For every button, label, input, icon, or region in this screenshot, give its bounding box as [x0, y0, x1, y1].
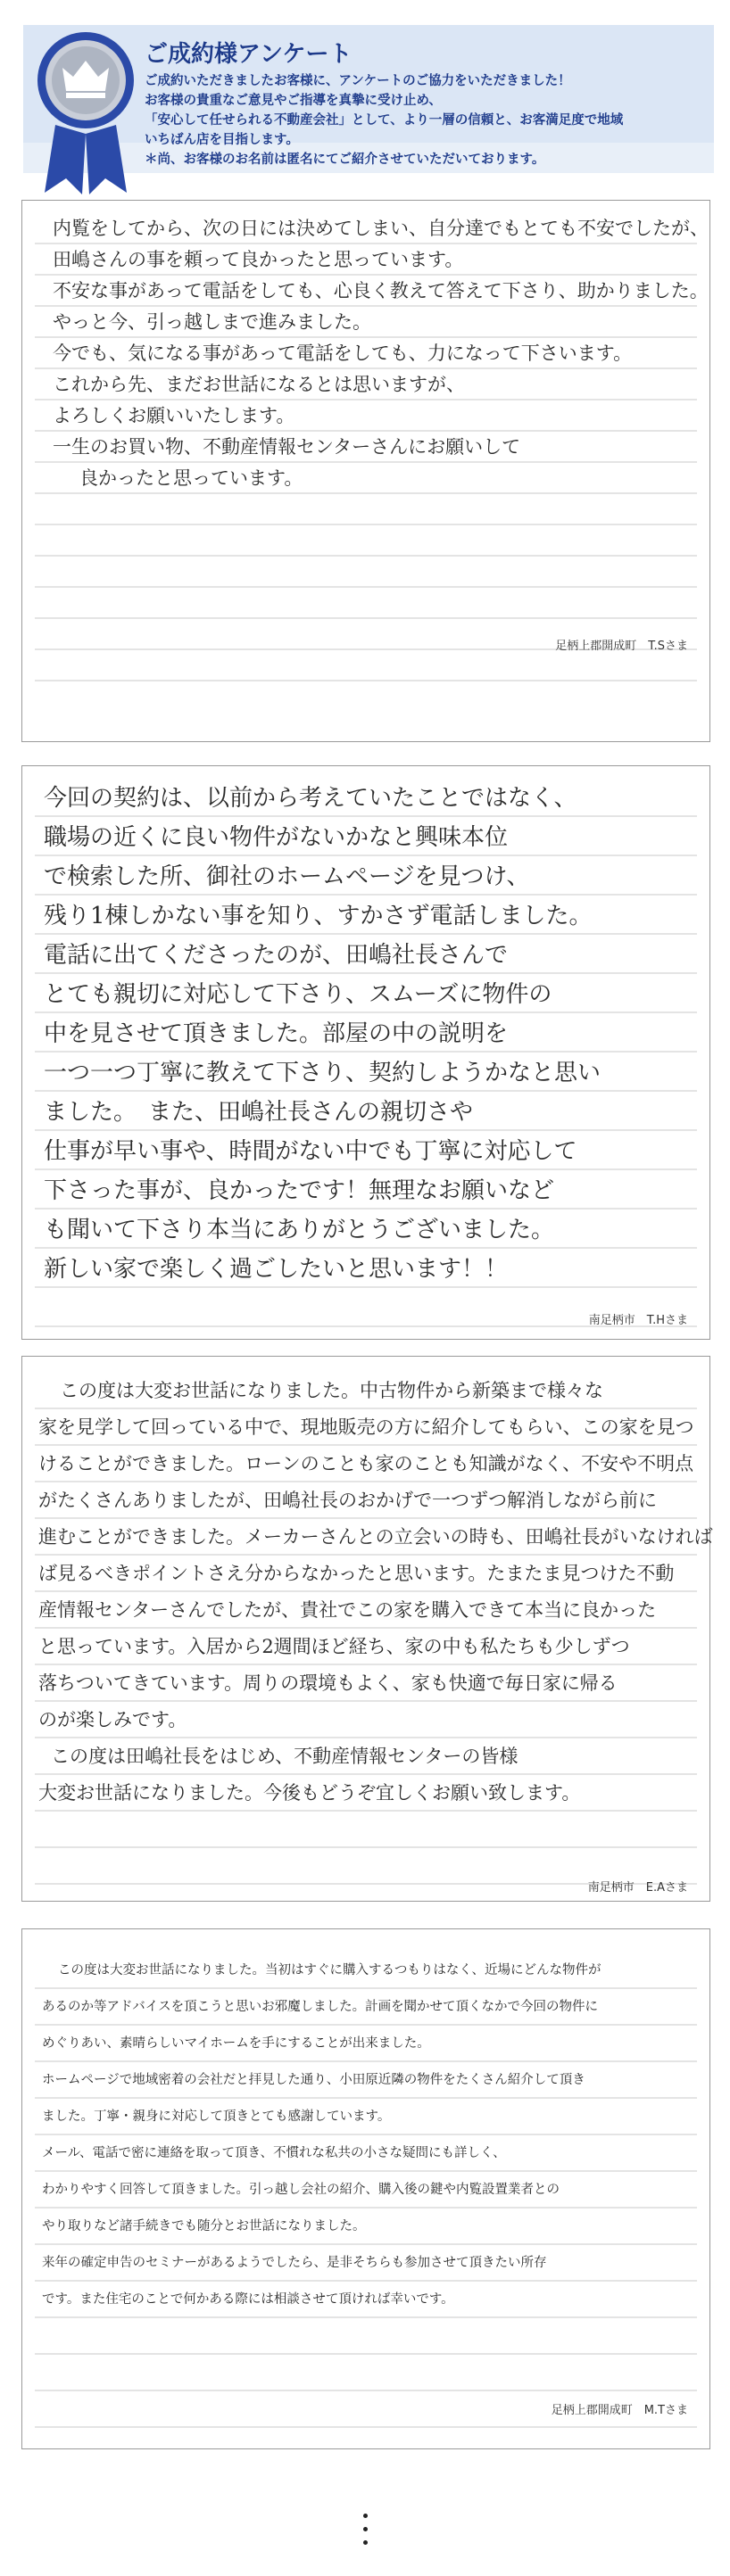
handwritten-line: で検索した所、御社のホームページを見つけ、 [44, 863, 530, 890]
handwritten-line: です。また住宅のことで何かある際には相談させて頂ければ幸いです。 [42, 2292, 454, 2307]
handwritten-line: 中を見させて頂きました。部屋の中の説明を [44, 1020, 509, 1047]
survey-title: ご成約様アンケート [145, 41, 353, 68]
handwritten-line: 進むことができました。メーカーさんとの立会いの時も、田嶋社長がいなければ [38, 1526, 713, 1548]
handwritten-line: やっと今、引っ越しまで進みました。 [53, 311, 371, 333]
intro-line: ＊尚、お客様のお名前は匿名にてご紹介させていただいております。 [145, 153, 545, 167]
handwritten-line: 残り1棟しかない事を知り、すかさず電話しました。 [44, 903, 593, 929]
survey-intro [145, 71, 707, 169]
handwritten-line: 一生のお買い物、不動産情報センターさんにお願いして [53, 436, 521, 458]
intro-line: いちばん店を目指します。 [145, 133, 299, 147]
handwritten-line: 良かったと思っています。 [79, 467, 303, 489]
handwritten-line: ました。 また、田嶋社長さんの親切さや [44, 1099, 474, 1126]
handwritten-line: 仕事が早い事や、時間がない中でも丁寧に対応して [44, 1138, 577, 1165]
handwritten-line: けることができました。ローンのことも家のことも知識がなく、不安や不明点 [38, 1453, 694, 1474]
continuation-dots [361, 2514, 369, 2554]
handwritten-line: ば見るべきポイントさえ分からなかったと思います。たまたま見つけた不動 [38, 1563, 675, 1584]
testimonial-card [21, 765, 710, 1340]
handwritten-line: のが楽しみです。 [38, 1709, 187, 1730]
testimonial-card [21, 1928, 710, 2449]
customer-signature: 足柄上郡開成町 M.Tさま [551, 2404, 688, 2417]
handwritten-line: やり取りなど諸手続きでも随分とお世話になりました。 [42, 2219, 366, 2233]
handwritten-line: この度は大変お世話になりました。中古物件から新築まで様々な [60, 1380, 603, 1401]
handwritten-line: あるのか等アドバイスを頂こうと思いお邪魔しました。計画を聞かせて頂くなかで今回の物件に [42, 2000, 599, 2014]
testimonial-card [21, 200, 710, 742]
handwritten-line: がたくさんありましたが、田嶋社長のおかげで一つずつ解消しながら前に [38, 1490, 657, 1511]
customer-signature: 南足柄市 T.Hさま [588, 1314, 688, 1327]
award-medal-icon [36, 18, 136, 196]
handwritten-line: も聞いて下さり本当にありがとうございました。 [44, 1217, 555, 1243]
handwritten-line: 不安な事があって電話をしても、心良く教えて答えて下さり、助かりました。 [53, 280, 709, 301]
handwritten-line: 今でも、気になる事があって電話をしても、力になって下さいます。 [53, 343, 633, 364]
handwritten-line: メール、電話で密に連絡を取って頂き、不慣れな私共の小さな疑問にも詳しく、 [42, 2146, 506, 2160]
customer-signature: 南足柄市 E.Aさま [587, 1881, 688, 1895]
handwritten-line: 落ちついてきています。周りの環境もよく、家も快適で毎日家に帰る [38, 1672, 618, 1694]
handwritten-line: 内覧をしてから、次の日には決めてしまい、自分達でもとても不安でしたが、 [53, 218, 709, 239]
intro-line: ご成約いただきましたお客様に、アンケートのご協力をいただきました！ [145, 74, 571, 88]
customer-signature: 足柄上郡開成町 T.Sさま [555, 640, 688, 653]
handwritten-line: と思っています。入居から2週間ほど経ち、家の中も私たちも少しずつ [38, 1636, 630, 1657]
handwritten-line: 家を見学して回っている中で、現地販売の方に紹介してもらい、この家を見つ [38, 1416, 694, 1438]
handwritten-line: 新しい家で楽しく過ごしたいと思います！！ [44, 1256, 509, 1283]
handwritten-line: この度は大変お世話になりました。当初はすぐに購入するつもりはなく、近場にどんな物件が [58, 1963, 601, 1977]
handwritten-line: これから先、まだお世話になるとは思いますが、 [53, 374, 465, 395]
handwritten-line: わかりやすく回答して頂きました。引っ越し会社の紹介、購入後の鍵や内覧設置業者との [42, 2183, 560, 2197]
handwritten-line: めぐりあい、素晴らしいマイホームを手にすることが出来ました。 [42, 2036, 430, 2051]
handwritten-line: ました。丁寧・親身に対応して頂きとても感謝しています。 [42, 2110, 391, 2124]
handwritten-line: 今回の契約は、以前から考えていたことではなく、 [44, 785, 577, 812]
dot [363, 2514, 368, 2518]
handwritten-line: ホームページで地域密着の会社だと拝見した通り、小田原近隣の物件をたくさん紹介して頂き [42, 2073, 585, 2087]
handwritten-line: よろしくお願いいたします。 [53, 405, 295, 426]
handwritten-line: 電話に出てくださったのが、田嶋社長さんで [44, 942, 509, 969]
dot [363, 2527, 368, 2531]
handwritten-line: 職場の近くに良い物件がないかなと興味本位 [44, 824, 509, 851]
handwritten-line: 下さった事が、良かったです！無理なお願いなど [44, 1177, 555, 1204]
dot [363, 2540, 368, 2545]
handwritten-line: 一つ一つ丁寧に教えて下さり、契約しようかなと思い [44, 1060, 601, 1086]
handwritten-line: とても親切に対応して下さり、スムーズに物件の [44, 981, 552, 1008]
testimonial-card [21, 1356, 713, 1902]
handwritten-line: この度は田嶋社長をはじめ、不動産情報センターの皆様 [51, 1746, 518, 1767]
intro-line: 「安心して任せられる不動産会社」として、より一層の信頼と、お客満足度で地域 [145, 113, 624, 128]
intro-line: お客様の貴重なご意見やご指導を真摯に受け止め、 [145, 94, 442, 108]
handwritten-line: 来年の確定申告のセミナーがあるようでしたら、是非そちらも参加させて頂きたい所存 [42, 2256, 547, 2270]
handwritten-line: 産情報センターさんでしたが、貴社でこの家を購入できて本当に良かった [38, 1599, 657, 1621]
handwritten-line: 大変お世話になりました。今後もどうぞ宜しくお願い致します。 [38, 1782, 581, 1804]
handwritten-line: 田嶋さんの事を頼って良かったと思っています。 [53, 249, 464, 270]
